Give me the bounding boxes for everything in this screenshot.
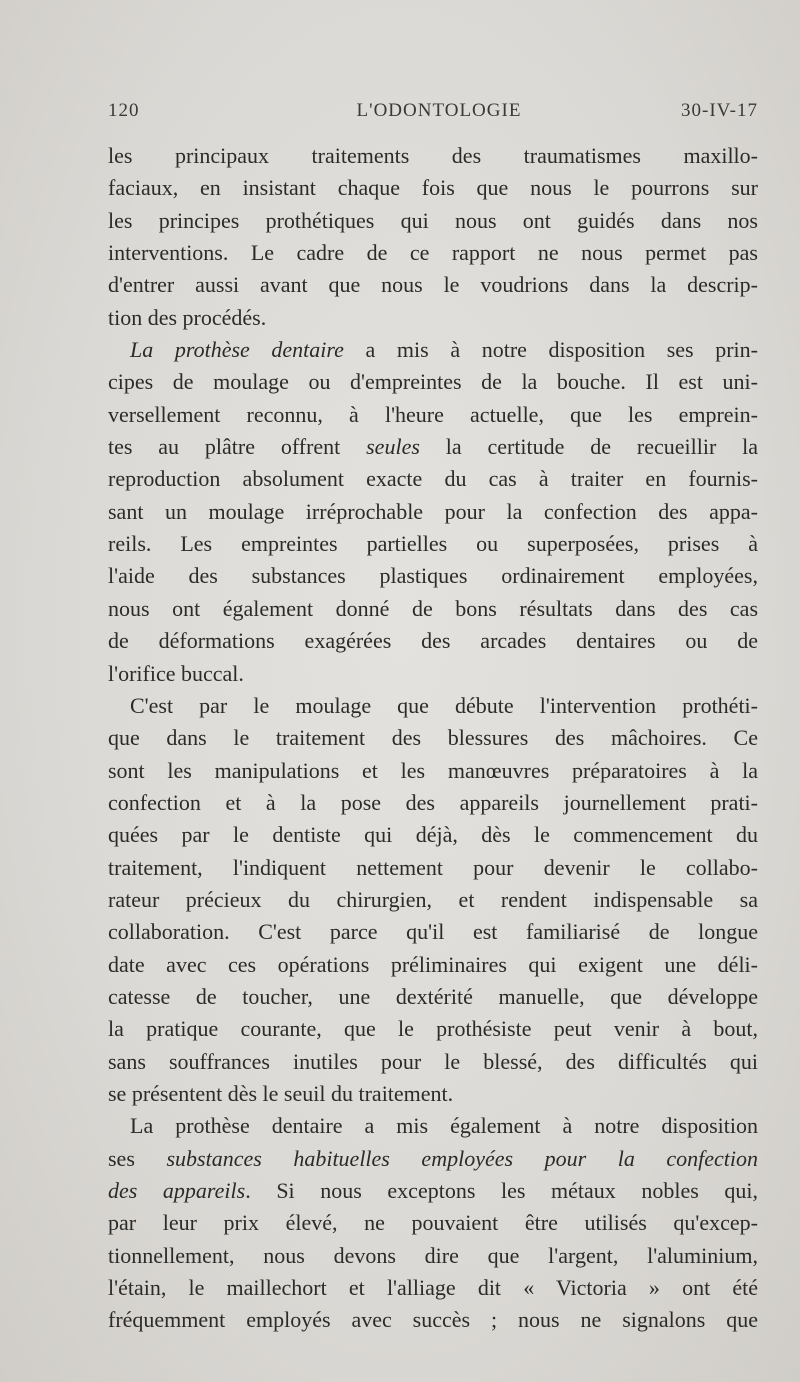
text-line: catesse de toucher, une dextérité manuelle, que développe bbox=[108, 983, 758, 1009]
text-line: La prothèse dentaire a mis à notre disposition ses prin- bbox=[130, 337, 758, 363]
text-line: tion des procédés. bbox=[108, 304, 267, 330]
text-line: tionnellement, nous devons dire que l'argent, l'aluminium, bbox=[108, 1242, 758, 1268]
text-line: confection et à la pose des appareils journellement prati- bbox=[108, 789, 758, 815]
text-line: cipes de moulage ou d'empreintes de la bouche. Il est uni- bbox=[108, 369, 758, 395]
text-line: sans souffrances inutiles pour le blessé, des difficultés qui bbox=[108, 1048, 758, 1074]
italic-phrase: La prothèse dentaire bbox=[130, 337, 344, 363]
text-line: que dans le traitement des blessures des mâchoires. Ce bbox=[108, 725, 758, 751]
text-line: quées par le dentiste qui déjà, dès le commencement du bbox=[108, 822, 758, 848]
text-line: date avec ces opérations préliminaires qui exigent une déli- bbox=[108, 951, 758, 977]
text-line: reproduction absolument exacte du cas à traiter en fournis- bbox=[108, 466, 758, 492]
body-text bbox=[108, 140, 758, 1337]
text-line: d'entrer aussi avant que nous le voudrions dans la descrip- bbox=[108, 272, 758, 298]
text-line: l'orifice buccal. bbox=[108, 660, 244, 686]
text-line: traitement, l'indiquent nettement pour devenir le collabo- bbox=[108, 854, 758, 880]
text-line: par leur prix élevé, ne pouvaient être utilisés qu'excep- bbox=[108, 1210, 758, 1236]
text-line: la pratique courante, que le prothésiste peut venir à bout, bbox=[108, 1016, 758, 1042]
page-number: 120 bbox=[108, 100, 140, 121]
text-line: collaboration. C'est parce qu'il est familiarisé de longue bbox=[108, 919, 758, 945]
text-line: ses substances habituelles employées pour la confection bbox=[108, 1145, 759, 1171]
text-line: versellement reconnu, à l'heure actuelle, que les emprein- bbox=[108, 401, 758, 427]
text-line: se présentent dès le seuil du traitement. bbox=[108, 1080, 454, 1106]
text-line: sont les manipulations et les manœuvres préparatoires à la bbox=[108, 757, 758, 783]
text-line: tes au plâtre offrent seules la certitude de recueillir la bbox=[108, 434, 758, 460]
running-header bbox=[108, 100, 758, 130]
text-line: C'est par le moulage que débute l'intervention prothéti- bbox=[130, 692, 758, 718]
text-line: de déformations exagérées des arcades dentaires ou de bbox=[108, 628, 758, 654]
issue-date: 30-IV-17 bbox=[681, 100, 758, 121]
text-line: l'aide des substances plastiques ordinairement employées, bbox=[108, 563, 758, 589]
text-line: fréquemment employés avec succès ; nous ne signalons que bbox=[108, 1307, 758, 1333]
text-line: l'étain, le maillechort et l'alliage dit « Victoria » ont été bbox=[108, 1275, 758, 1301]
text-line: nous ont également donné de bons résultats dans des cas bbox=[108, 595, 758, 621]
italic-phrase: des appareils bbox=[108, 1178, 246, 1203]
text-line: des appareils. Si nous exceptons les métaux nobles qui, bbox=[108, 1178, 758, 1203]
italic-phrase: substances habituelles employées pour la confection bbox=[166, 1145, 759, 1171]
text-line: sant un moulage irréprochable pour la confection des appa- bbox=[108, 498, 758, 524]
text-line: les principaux traitements des traumatismes maxillo- bbox=[108, 143, 758, 168]
italic-word: seules bbox=[366, 434, 420, 460]
journal-title: L'ODONTOLOGIE bbox=[356, 100, 522, 121]
text-line: les principes prothétiques qui nous ont guidés dans nos bbox=[108, 207, 758, 233]
text-line: faciaux, en insistant chaque fois que nous le pourrons sur bbox=[108, 175, 758, 201]
text-line: reils. Les empreintes partielles ou superposées, prises à bbox=[108, 531, 758, 557]
text-line: interventions. Le cadre de ce rapport ne nous permet pas bbox=[108, 240, 758, 266]
text-line: La prothèse dentaire a mis également à notre disposition bbox=[130, 1113, 758, 1139]
text-line: rateur précieux du chirurgien, et rendent indispensable sa bbox=[108, 886, 758, 912]
